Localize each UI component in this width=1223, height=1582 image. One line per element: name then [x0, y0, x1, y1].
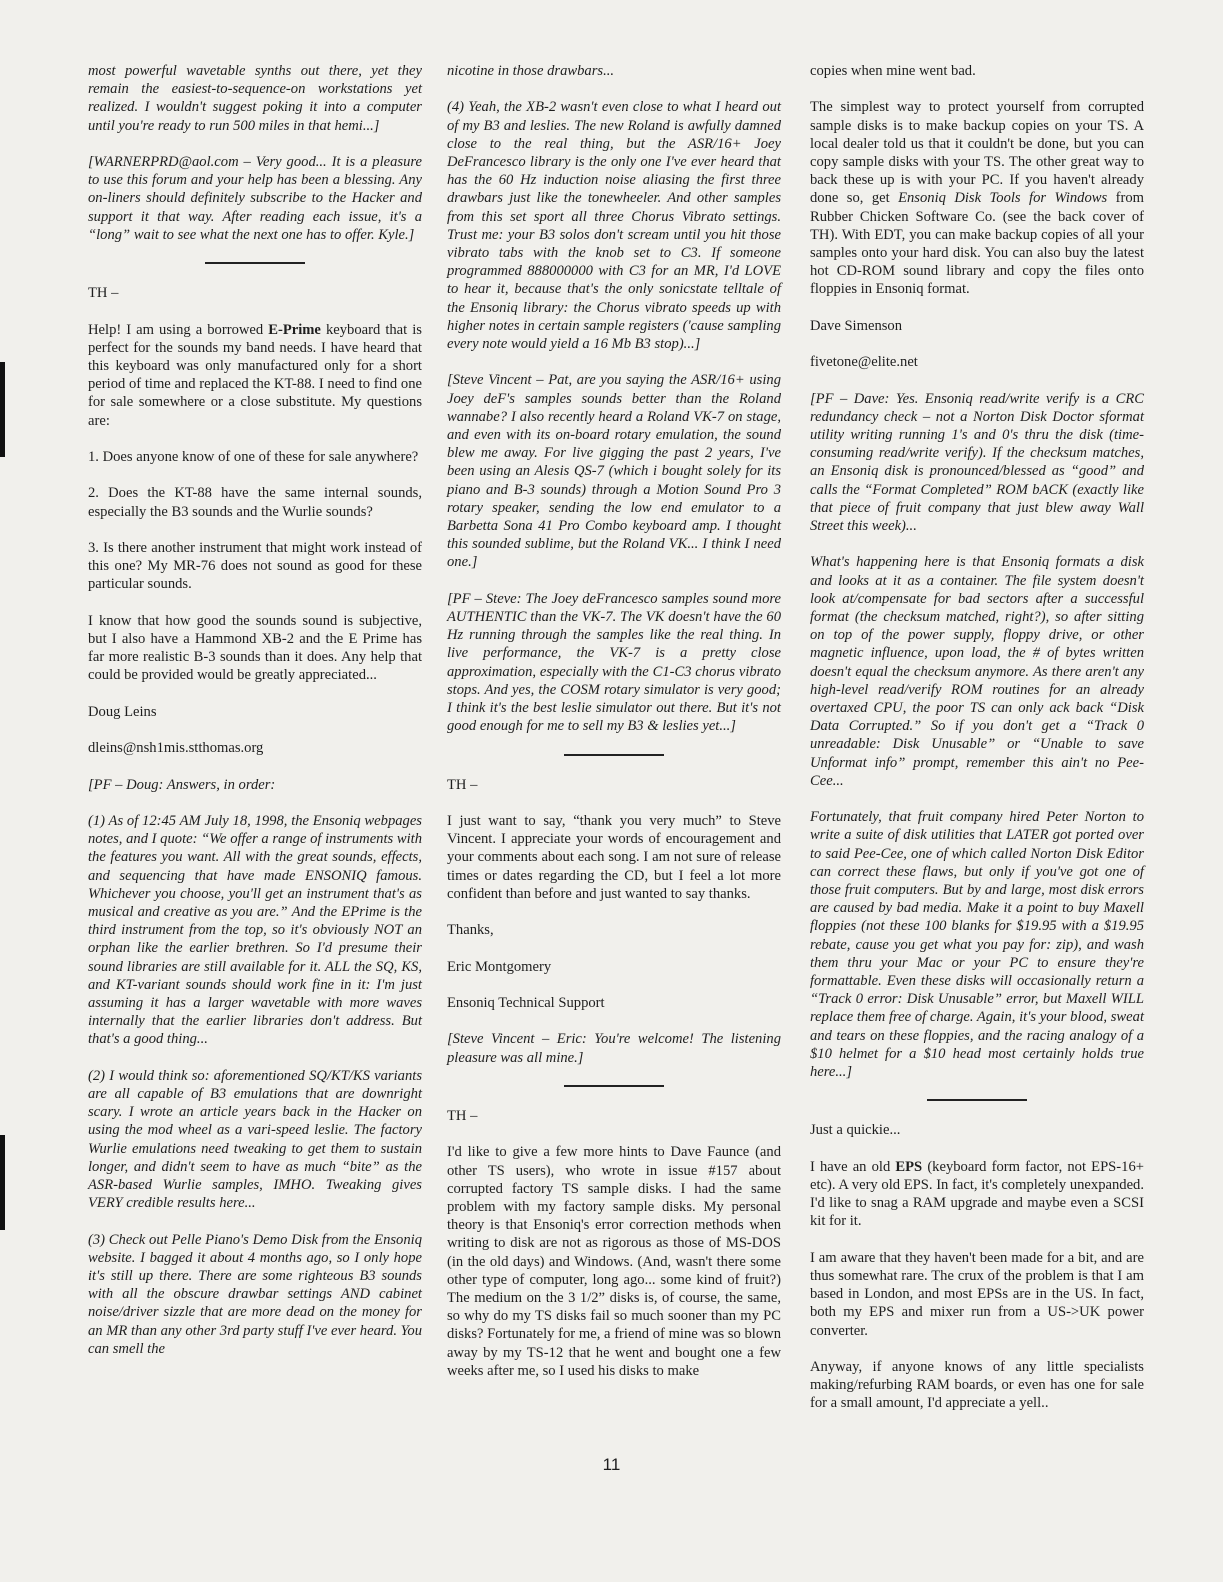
- text: (keyboard form factor, not EPS-16+ etc). A very old EPS. In fact, it's completely unexpanded. I'd like to snag a RAM upgrade and maybe even a SCSI kit for it.: [810, 1158, 1144, 1230]
- reader-comment: [Steve Vincent – Eric: You're welcome! The listening pleasure was all mine.]: [447, 1031, 781, 1066]
- text: I have an old: [810, 1158, 896, 1175]
- editor-reply: nicotine in those drawbars...: [447, 63, 615, 79]
- product-name: E-Prime: [268, 321, 321, 338]
- paragraph: I am aware that they haven't been made for a bit, and are thus somewhat rare. The crux of the problem is that I am based in London, and most EPSs are in the US. In fact, both my EPS and mixer run from a US->UK power converter.: [810, 1249, 1144, 1339]
- editor-reply: (4) Yeah, the XB-2 wasn't even close to what I heard out of my B3 and leslies. The new Roland is awfully damned close to the real thing, but the ASR/16+ Joey DeFrancesco library is the only one I've ever heard that has the 60 Hz induction noise aliasing the first three drawbars just like the tonewheeler. And other samples from this set sport all three Chorus Vibrato settings. Trust me: your B3 solos don't scream until you hit those vibrato tabs with the knob set to C3. If someone programmed 888000000 with C3 for an MR, I'd LOVE to hear it, because that's the only sonicstate telltale of the Ensoniq library: the Chorus vibrato speeds up with higher notes in certain sample registers ('cause sampling every note would yield a 16 Mb B3 stop)...]: [447, 99, 781, 353]
- editor-reply: [PF – Doug: Answers, in order:: [88, 776, 276, 793]
- question: 1. Does anyone know of one of these for sale anywhere?: [88, 449, 419, 465]
- section-divider: [564, 754, 664, 756]
- paragraph: most powerful wavetable synths out there, yet they remain the easiest-to-sequence-on workstations yet realized. I wouldn't suggest poking it into a computer until you're ready to run 500 miles in that hemi...]: [88, 63, 422, 134]
- column-3: [810, 62, 1144, 1431]
- letter-salutation: TH –: [88, 285, 119, 302]
- question: 3. Is there another instrument that might work instead of this one? My MR-76 does not sound as good for these particular sounds.: [88, 539, 422, 593]
- column-1: [88, 62, 422, 1376]
- product-name: EPS: [895, 1158, 923, 1175]
- paragraph: Anyway, if anyone knows of any little specialists making/refurbing RAM boards, or even has one for sale for a small amount, I'd appreciate a yell..: [810, 1359, 1144, 1412]
- author-email: dleins@nsh1mis.stthomas.org: [88, 740, 264, 757]
- column-2: [447, 62, 781, 1398]
- text: Help! I am using a borrowed: [88, 321, 269, 338]
- question: 2. Does the KT-88 have the same internal sounds, especially the B3 sounds and the Wurlie sounds?: [88, 485, 422, 520]
- editor-reply: (2) I would think so: aforementioned SQ/KT/KS variants are all capable of B3 emulations that are downright scary. I wrote an article years back in the Hacker on using the mod wheel as a vari-speed leslie. The factory Wurlie emulations need tweaking to get them to sustain longer, and didn't seem to have as much “bite” as the ASR-based Wurlie samples, IMHO. Tweaking gives VERY credible results here...: [88, 1067, 422, 1212]
- author-name: Dave Simenson: [810, 317, 903, 334]
- editor-reply: [PF – Steve: The Joey deFrancesco samples sound more AUTHENTIC than the VK-7. The VK doesn't have the 60 Hz running through the samples like the real thing. In live performance, the VK-7 is a pretty close approximation, especially with the C1-C3 chorus vibrato stops. And yes, the COSM rotary simulator is very good; I think it's the best leslie simulator out there. But it's not good enough for me to sell my B3 & leslies yet...]: [447, 590, 781, 735]
- section-divider: [205, 262, 305, 264]
- paragraph: I'd like to give a few more hints to Dave Faunce (and other TS users), who wrote in issue #157 about corrupted factory TS sample disks. I had the same problem with my factory sample disks. My personal theory is that Ensoniq's error correction methods when writing to disk are not as rigorous as those of MS-DOS (in the old days) and Windows. (And, wasn't there some other type of computer, long ago... some kind of fruit?) The medium on the 3 1/2” disks is, of course, the same, so why do my TS disks fail so much sooner than my PC disks? Fortunately for me, a friend of mine was so blown away by my TS-12 that he went and bought one a few weeks after me, so I used his disks to make: [447, 1144, 781, 1379]
- binding-mark: [0, 1135, 5, 1230]
- product-name: Ensoniq Disk Tools for Windows: [898, 190, 1108, 207]
- author-name: Eric Montgomery: [447, 958, 552, 975]
- text: keyboard that is perfect for the sounds my band needs. I have heard that this keyboard was only manufactured only for a short period of time and replaced the KT-88. I need to find one for sale somewhere or a close substitute. My questions are:: [88, 321, 422, 429]
- editor-reply: What's happening here is that Ensoniq formats a disk and looks at it as a container. The file system doesn't look at/compensate for bad sectors after a successful format (the checksum matched, right?), so after sitting on top of the power supply, floppy drive, or other magnetic influence, upon load, the # of bytes written doesn't equal the checksum anymore. As there aren't any high-level read/verify ROM routines for an already overtaxed CPU, the poor TS can only ack back “Disk Data Corrupted.” So if you don't get a “Track 0 unreadable: Disk Unusable” or “Unable to save Unformat info” prompt, remember this ain't no Pee-Cee...: [810, 554, 1144, 789]
- letter-salutation: TH –: [447, 776, 478, 793]
- text: from Rubber Chicken Software Co. (see the back cover of TH). With EDT, you can make backup copies of all your samples onto your hard disk. You can also buy the latest hot CD-ROM sound library and copy the files onto floppies in Ensoniq format.: [810, 190, 1144, 298]
- editor-reply: (3) Check out Pelle Piano's Demo Disk from the Ensoniq website. I bagged it about 4 months ago, so I only hope it's still up there. There are some righteous B3 sounds with all the obscure drawbar settings AND cabinet noise/driver sizzle that are more dead on the money for an MR than any other 3rd party stuff I've ever heard. You can smell the: [88, 1231, 422, 1357]
- paragraph: copies when mine went bad.: [810, 63, 976, 79]
- paragraph: [810, 98, 1144, 298]
- section-divider: [564, 1085, 664, 1087]
- binding-mark: [0, 362, 5, 457]
- text: The simplest way to protect yourself from corrupted sample disks is to make backup copies on your TS. A local dealer told us that it couldn't be done, but you can copy sample disks with your TS. The other great way to back these up is with your PC. If you haven't already done so, get: [810, 99, 1144, 207]
- paragraph: [810, 1158, 1144, 1231]
- author-email: fivetone@elite.net: [810, 354, 918, 371]
- paragraph: I just want to say, “thank you very much” to Steve Vincent. I appreciate your words of encouragement and your comments about each song. I am not sure of release times or dates regarding the CD, but I feel a lot more confident than before and just wanted to say thanks.: [447, 813, 781, 902]
- paragraph: I know that how good the sounds sound is subjective, but I also have a Hammond XB-2 and the E Prime has far more realistic B-3 sounds than it does. Any help that could be provided would be greatly appreciated...: [88, 612, 422, 684]
- letter-salutation: TH –: [447, 1108, 478, 1125]
- reader-comment: [WARNERPRD@aol.com – Very good... It is a pleasure to use this forum and your help has been a blessing. Any on-liners should definitely subscribe to the Hacker and support it that way. After reading each issue, it's a “long” wait to see what the next one has to offer. Kyle.]: [88, 154, 422, 243]
- page-number: 11: [602, 1455, 621, 1474]
- letter-salutation: Just a quickie...: [810, 1122, 901, 1139]
- editor-reply: [PF – Dave: Yes. Ensoniq read/write verify is a CRC redundancy check – not a Norton Disk Doctor sformat utility writing running 1's and 0's thru the disk (time-consuming read/write verify). If the checksum matches, an Ensoniq disk is pronounced/blessed as “good” and calls the “Format Completed” ROM bACK (exactly like that piece of fruit company that just blew away Wall Street this week)...: [810, 390, 1144, 535]
- paragraph: [88, 321, 422, 430]
- signoff: Thanks,: [447, 922, 494, 939]
- reader-comment: [Steve Vincent – Pat, are you saying the ASR/16+ using Joey deF's samples sounds better than the Roland wannabe? I also recently heard a Roland VK-7 on stage, and even with its on-board rotary emulation, the sound blew me away. For live gigging the past 2 years, I've been using an Alesis QS-7 (which i bought solely for its piano and B-3 sounds) through a Motion Sound Pro 3 rotary speaker, sending the low end emulator to a Barbetta Sona 41 Pro Combo keyboard amp. I thought this sounded sublime, but the Roland VK... I think I need one.]: [447, 372, 781, 571]
- editor-reply: Fortunately, that fruit company hired Peter Norton to write a suite of disk utilities that LATER got ported over to said Pee-Cee, one of which called Norton Disk Editor can correct these flaws, but only if you've got one of those fruit computers. But by and large, most disk errors are caused by bad media. Make it a point to buy Maxell floppies (not these 100 blanks for $19.95 with a $19.95 rebate, cause you get what you pay for: zip), and wash them thru your Mac or your PC to ensure they're formattable. Even these disks will occasionally return a “Track 0 error: Disk Unusable” error, but Maxell WILL replace them free of charge. Again, it's your blood, sweat and tears on these floppies, and the racing analogy of a $10 helmet for a $10 head most certainly holds true here...]: [810, 809, 1144, 1081]
- author-name: Doug Leins: [88, 703, 157, 720]
- author-title: Ensoniq Technical Support: [447, 995, 605, 1012]
- editor-reply: (1) As of 12:45 AM July 18, 1998, the Ensoniq webpages notes, and I quote: “We offer a range of instruments with the features you want. All with the great sounds, effects, and sequencing that have made ENSONIQ famous. Whichever you choose, you'll get an instrument that's as musical and creative as you are.” And the EPrime is the third instrument from the top, so it's obviously NOT an orphan like the earlier brethren. So I'd presume their sound libraries are still available for it. ALL the SQ, KS, and KT-variant sounds should work fine in it: I'm just assuming it has a larger wavetable with more waves internally that the earlier libraries don't address. But that's a good thing...: [88, 812, 422, 1048]
- section-divider: [927, 1099, 1027, 1101]
